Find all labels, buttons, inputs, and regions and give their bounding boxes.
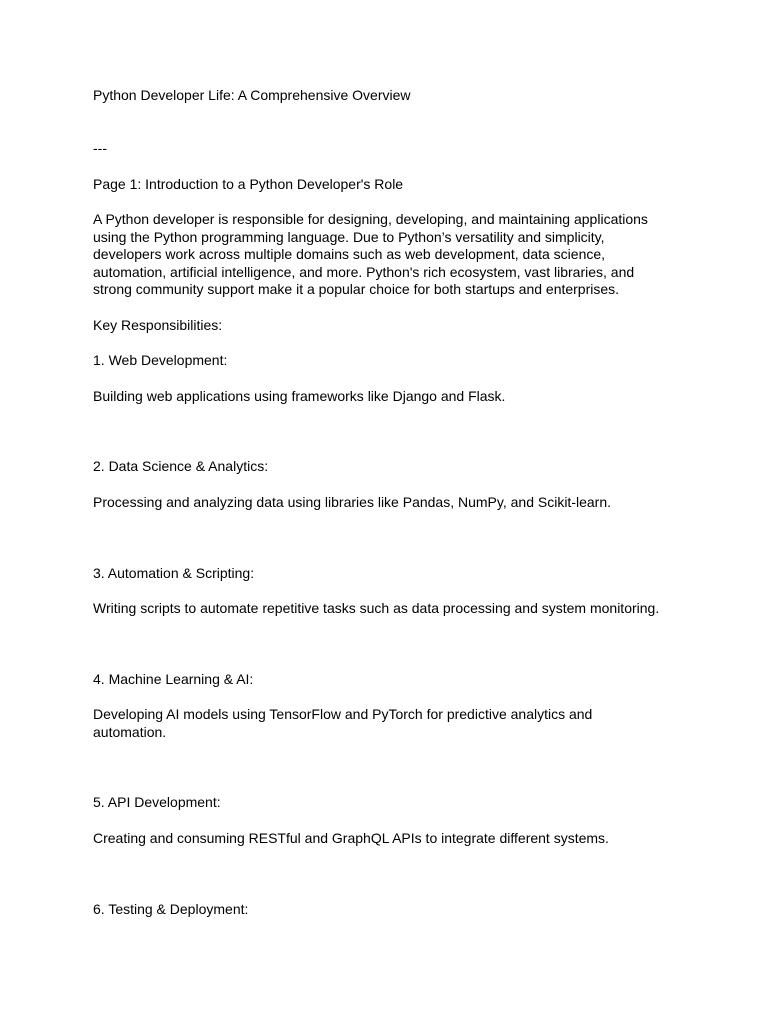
section-separator: --- — [93, 140, 107, 156]
responsibility-heading: 1. Web Development: — [93, 352, 228, 368]
responsibility-heading: 6. Testing & Deployment: — [93, 901, 249, 917]
description-line: automation. — [93, 723, 167, 740]
intro-line: A Python developer is responsible for designing, developing, and maintaining applications — [93, 211, 648, 227]
responsibilities-heading: Key Responsibilities: — [93, 317, 223, 333]
intro-line: using the Python programming language. Due to Python’s versatility and simplicity, — [93, 228, 605, 245]
page-heading: Page 1: Introduction to a Python Developer's Role — [93, 176, 404, 192]
intro-line: strong community support make it a popular choice for both startups and enterprises. — [93, 281, 620, 298]
responsibility-description: Building web applications using frameworks like Django and Flask. — [93, 388, 506, 404]
responsibility-description: Processing and analyzing data using libraries like Pandas, NumPy, and Scikit-learn. — [93, 494, 612, 510]
responsibility-heading: 5. API Development: — [93, 794, 221, 810]
intro-line: developers work across multiple domains such as web development, data science, — [93, 246, 606, 263]
intro-line: automation, artificial intelligence, and more. Python's rich ecosystem, vast libraries, and — [93, 263, 635, 280]
description-line: Developing AI models using TensorFlow and PyTorch for predictive analytics and — [93, 706, 593, 722]
responsibility-description: Creating and consuming RESTful and GraphQL APIs to integrate different systems. — [93, 830, 609, 846]
responsibility-description — [93, 706, 683, 741]
intro-paragraph — [93, 211, 683, 299]
responsibility-description: Writing scripts to automate repetitive tasks such as data processing and system monitoring. — [93, 600, 660, 616]
document-title: Python Developer Life: A Comprehensive Overview — [93, 87, 411, 103]
responsibility-heading: 2. Data Science & Analytics: — [93, 458, 269, 474]
responsibility-heading: 3. Automation & Scripting: — [93, 565, 255, 581]
responsibility-heading: 4. Machine Learning & AI: — [93, 671, 254, 687]
